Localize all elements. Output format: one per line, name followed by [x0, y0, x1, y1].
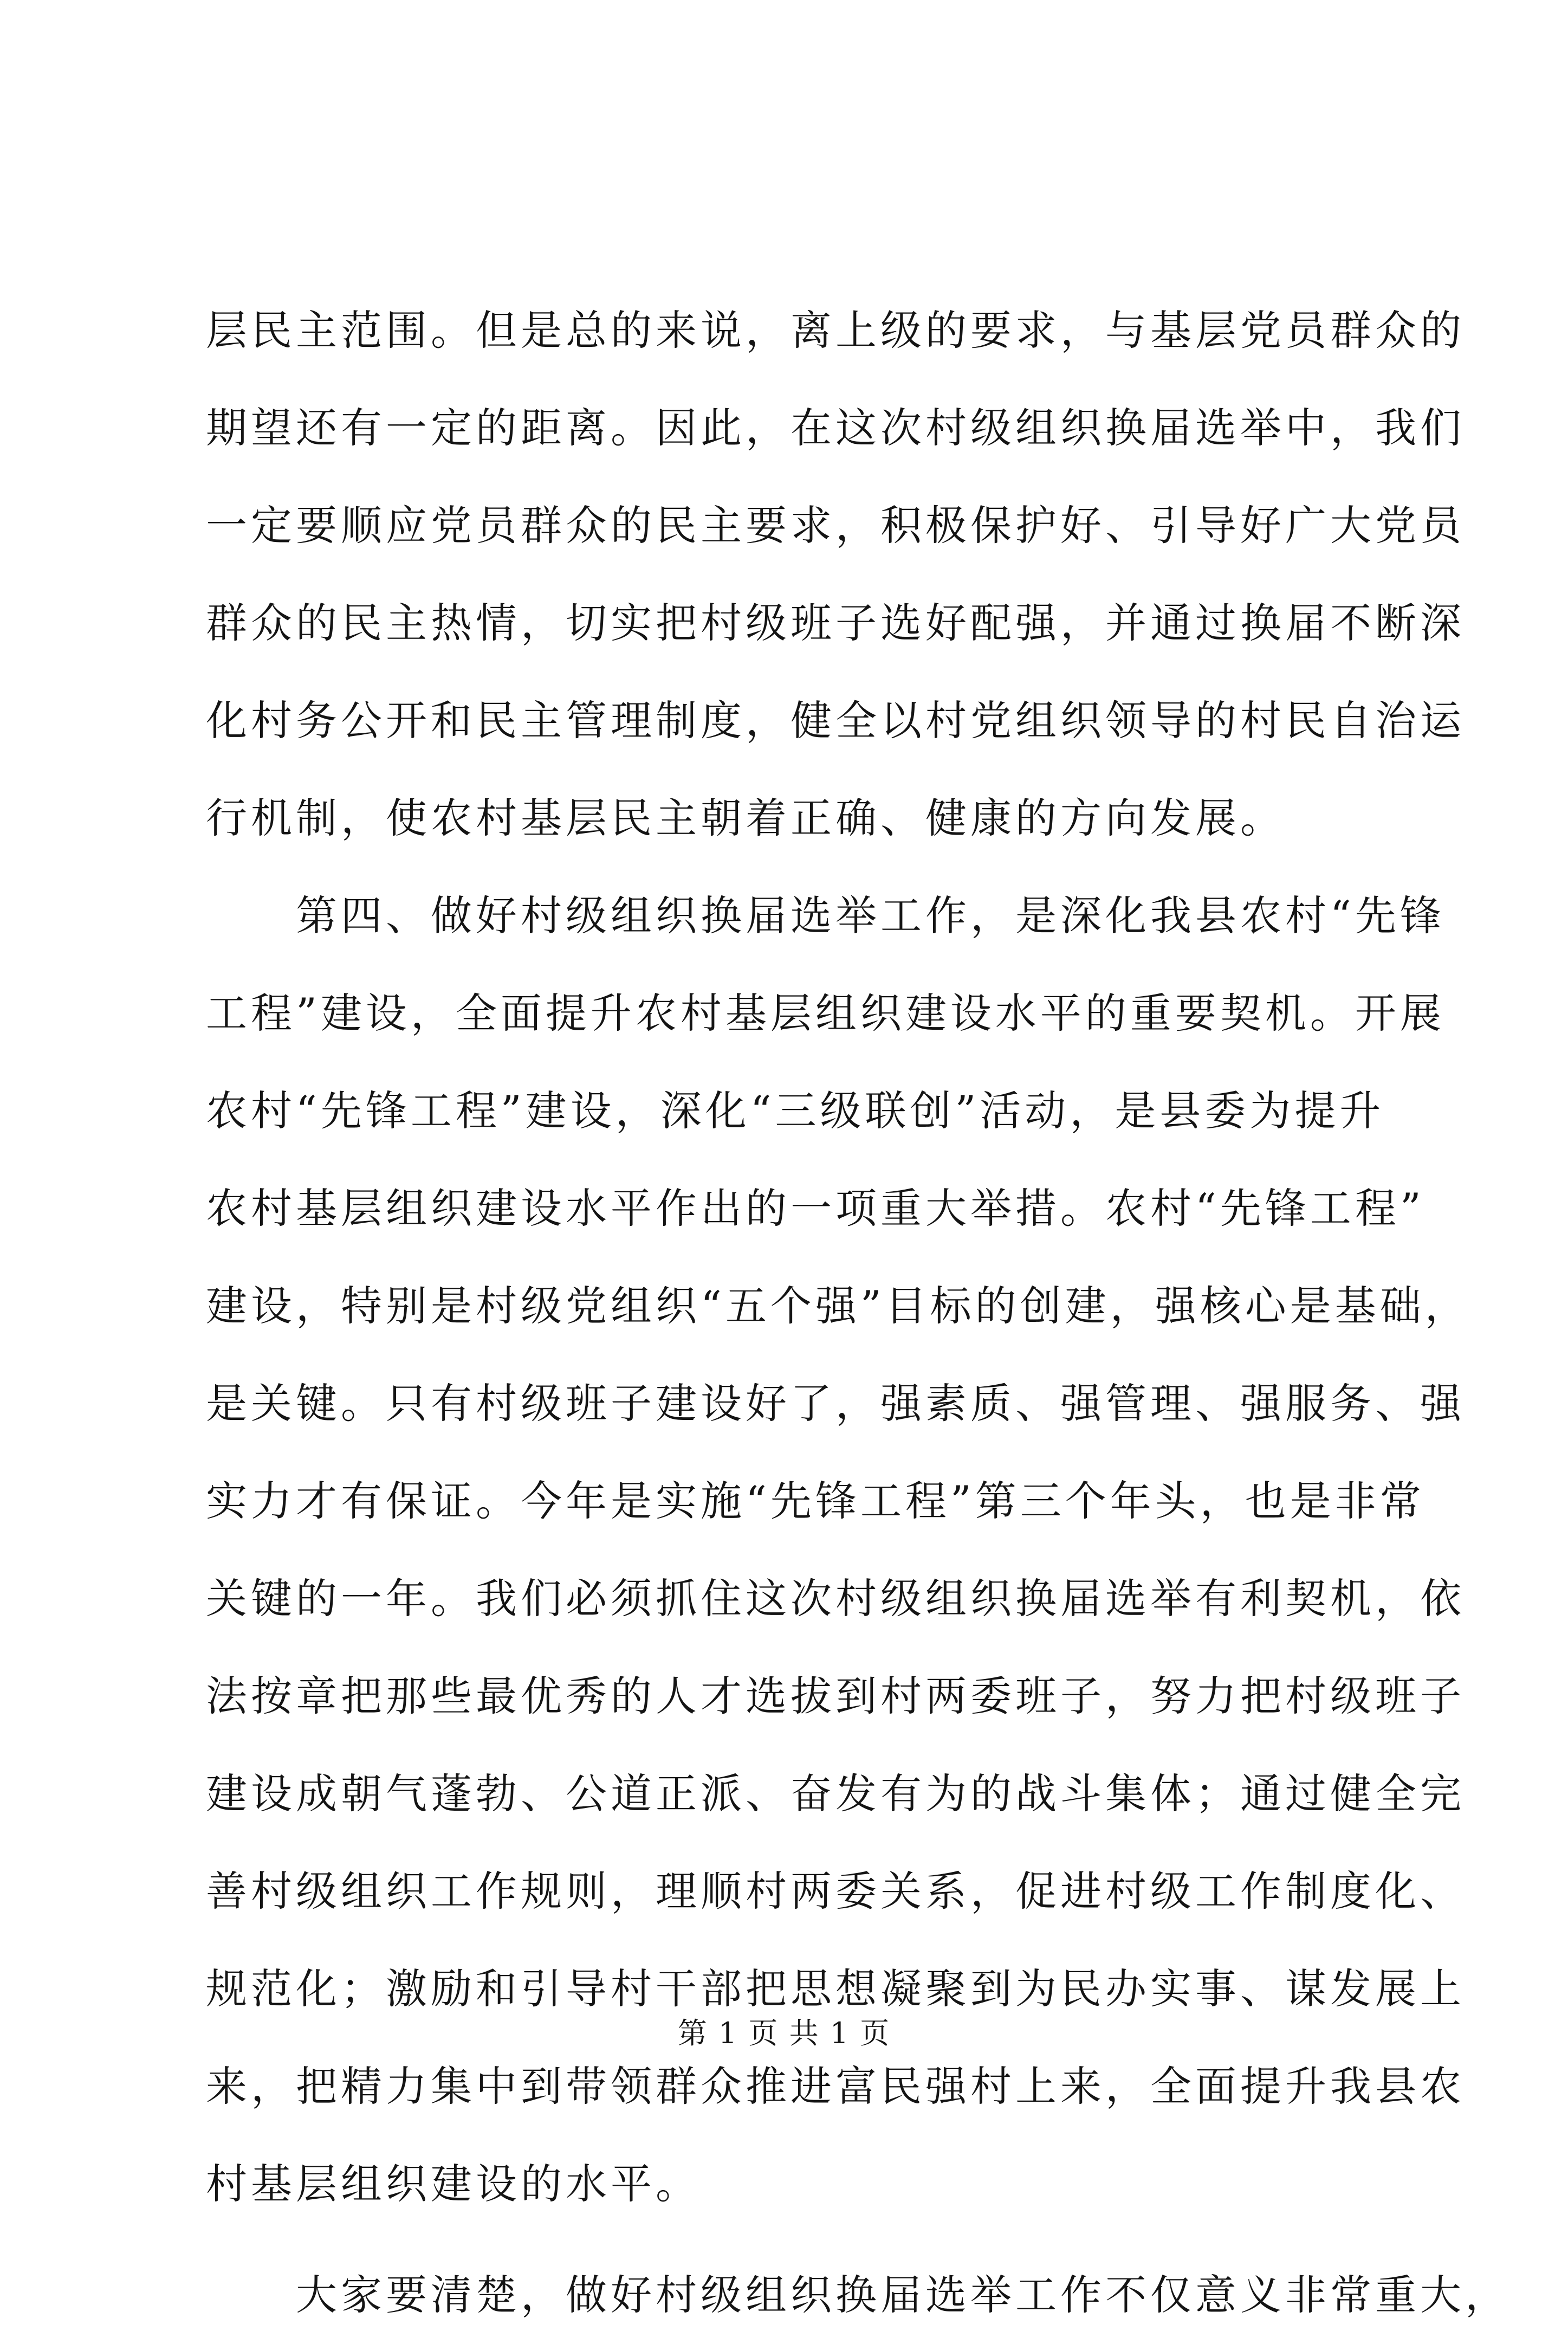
text-line: 期望还有一定的距离。因此，在这次村级组织换届选举中，我们: [206, 404, 1465, 452]
text-line: 群众的民主热情，切实把村级班子选好配强，并通过换届不断深: [206, 599, 1465, 647]
text-line: 一定要顺应党员群众的民主要求，积极保护好、引导好广大党员: [206, 501, 1465, 550]
text-line: 行机制，使农村基层民主朝着正确、健康的方向发展。: [206, 794, 1285, 842]
page-number-footer: 第 1 页 共 1 页: [677, 2016, 891, 2050]
text-line: 层民主范围。但是总的来说，离上级的要求，与基层党员群众的: [206, 306, 1465, 354]
text-line: 村基层组织建设的水平。: [206, 2160, 701, 2208]
text-line: 法按章把那些最优秀的人才选拔到村两委班子，努力把村级班子: [206, 1672, 1465, 1720]
text-line: 工程”建设，全面提升农村基层组织建设水平的重要契机。开展: [206, 989, 1445, 1037]
text-line: 建设，特别是村级党组织“五个强”目标的创建，强核心是基础，: [206, 1282, 1470, 1330]
paragraph-start-line: 第四、做好村级组织换届选举工作，是深化我县农村“先锋: [206, 892, 1445, 940]
text-line: 农村基层组织建设水平作出的一项重大举措。农村“先锋工程”: [206, 1184, 1425, 1232]
text-line: 化村务公开和民主管理制度，健全以村党组织领导的村民自治运: [206, 696, 1465, 745]
text-line: 来，把精力集中到带领群众推进富民强村上来，全面提升我县农: [206, 2062, 1465, 2110]
text-line: 关键的一年。我们必须抓住这次村级组织换届选举有利契机，依: [206, 1574, 1465, 1623]
text-line: 实力才有保证。今年是实施“先锋工程”第三个年头，也是非常: [206, 1477, 1425, 1525]
text-line: 规范化；激励和引导村干部把思想凝聚到为民办实事、谋发展上: [206, 1965, 1465, 2013]
paragraph-start-line: 大家要清楚，做好村级组织换届选举工作不仅意义非常重大，: [206, 2271, 1510, 2319]
text-line: 建设成朝气蓬勃、公道正派、奋发有为的战斗集体；通过健全完: [206, 1770, 1465, 1818]
text-line: 是关键。只有村级班子建设好了，强素质、强管理、强服务、强: [206, 1379, 1465, 1428]
text-line: 农村“先锋工程”建设，深化“三级联创”活动，是县委为提升: [206, 1087, 1385, 1135]
text-line: 善村级组织工作规则，理顺村两委关系，促进村级工作制度化、: [206, 1867, 1465, 1915]
